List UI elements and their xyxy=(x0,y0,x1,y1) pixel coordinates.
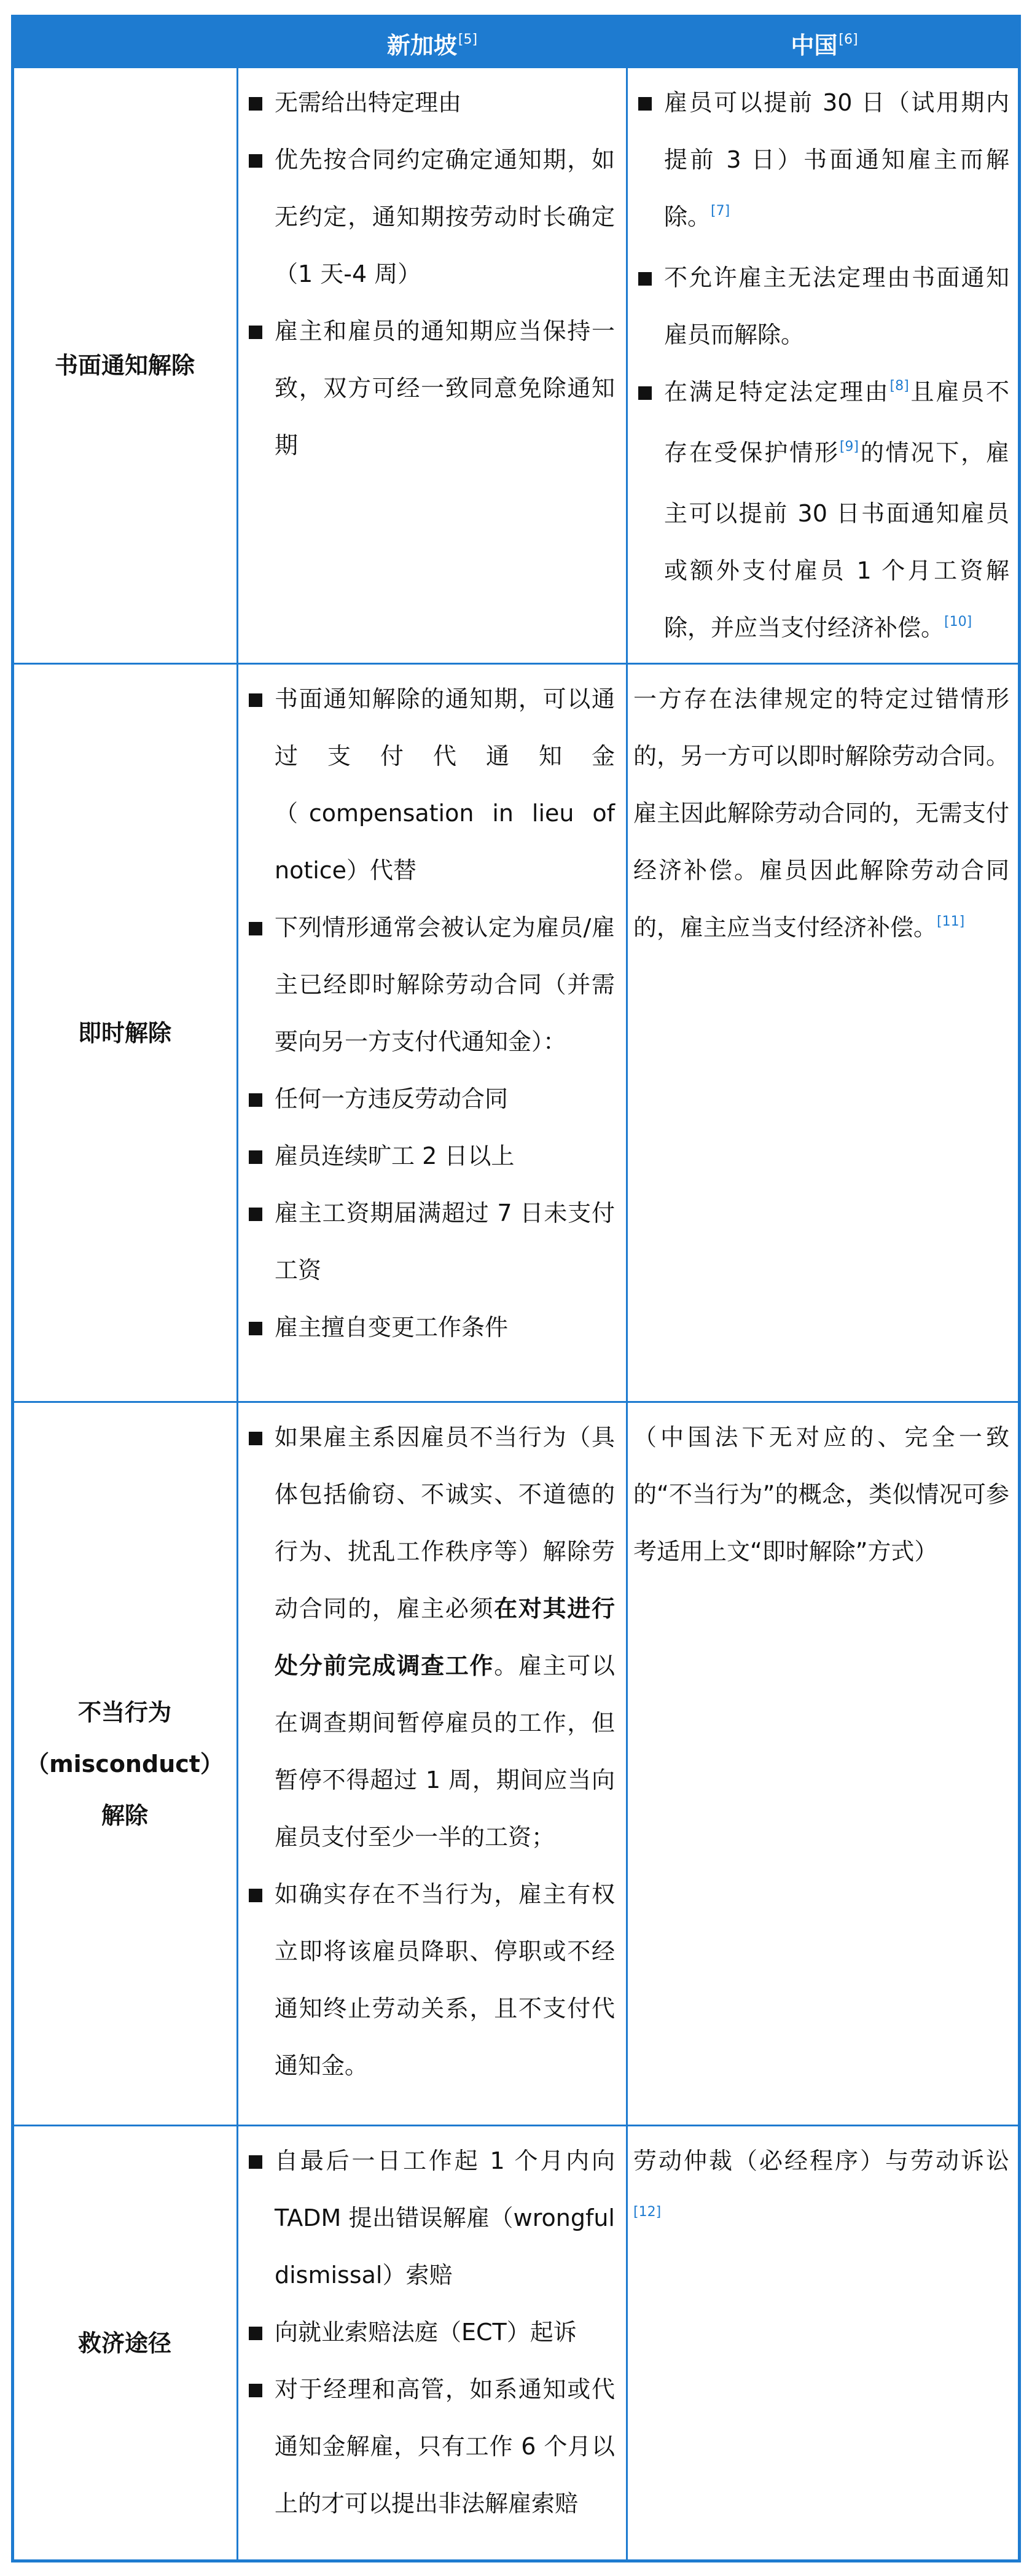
header-china-label: 中国 xyxy=(791,31,838,59)
header-singapore-ref[interactable]: [5] xyxy=(458,31,478,47)
row-label-written-notice: 书面通知解除 xyxy=(54,352,195,379)
text: 在满足特定法定理由 xyxy=(664,378,890,405)
row-label-immediate: 即时解除 xyxy=(77,1019,171,1047)
list-item: 如确实存在不当行为，雇主有权立即将该雇员降职、停职或不经通知终止劳动关系，且不支付代通知金。 xyxy=(244,1866,615,2094)
footnote-ref[interactable]: [10] xyxy=(944,614,972,630)
header-singapore-label: 新加坡 xyxy=(386,31,457,59)
list-item xyxy=(633,364,1009,660)
list-item: 向就业索赔法庭（ECT）起诉 xyxy=(244,2304,615,2361)
footnote-ref[interactable]: [11] xyxy=(937,914,965,929)
row1-singapore-cell xyxy=(244,74,615,474)
list-item: 雇主工资期届满超过 7 日未支付工资 xyxy=(244,1185,615,1299)
footnote-ref[interactable]: [8] xyxy=(889,378,909,394)
row-label-remedies: 救济途径 xyxy=(77,2329,171,2357)
footnote-ref[interactable]: [9] xyxy=(839,439,859,455)
text: 劳动仲裁（必经程序）与劳动诉讼 xyxy=(633,2147,1009,2174)
text: 且雇员不存在受保护情形 xyxy=(664,378,1009,466)
column-divider xyxy=(626,18,628,2559)
text: 。雇主可以在调查期间暂停雇员的工作，但暂停不得超过 1 周，期间应当向雇员支付至少一半的工资； xyxy=(275,1652,615,1851)
row2-china-cell xyxy=(633,671,1009,960)
text: 的情况下，雇主可以提前 30 日书面通知雇员或额外支付雇员 1 个月工资解除，并应当支付经济补偿。 xyxy=(664,439,1009,641)
row4-singapore-cell xyxy=(244,2133,615,2532)
list-item xyxy=(633,74,1009,249)
list-item: 自最后一日工作起 1 个月内向 TADM 提出错误解雇（wrongful dismissal）索赔 xyxy=(244,2133,615,2304)
list-item: 雇主和雇员的通知期应当保持一致，双方可经一致同意免除通知期 xyxy=(244,303,615,474)
list-item: 不允许雇主无法定理由书面通知雇员而解除。 xyxy=(633,249,1009,364)
column-divider xyxy=(237,18,238,2559)
list-item: 无需给出特定理由 xyxy=(244,74,615,131)
header-china-ref[interactable]: [6] xyxy=(838,31,858,47)
footnote-ref[interactable]: [7] xyxy=(711,203,730,219)
emphasis-text: 在对其进行处分前完成调查工作 xyxy=(275,1595,615,1679)
list-item: 雇主擅自变更工作条件 xyxy=(244,1299,615,1356)
text: 一方存在法律规定的特定过错情形的，另一方可以即时解除劳动合同。雇主因此解除劳动合同的，无需支付经济补偿。雇员因此解除劳动合同的，雇主应当支付经济补偿。 xyxy=(633,685,1009,941)
row-label-line: 解除 xyxy=(101,1801,148,1829)
footnote-ref[interactable]: [12] xyxy=(633,2204,662,2220)
list-item xyxy=(244,1409,615,1866)
list-item: 任何一方违反劳动合同 xyxy=(244,1071,615,1128)
row1-china-cell xyxy=(633,74,1009,660)
header-singapore xyxy=(238,18,626,68)
row-label-line: （misconduct） xyxy=(26,1750,224,1778)
list-item: 下列情形通常会被认定为雇员/雇主已经即时解除劳动合同（并需要向另一方支付代通知金）： xyxy=(244,899,615,1071)
row-label-misconduct xyxy=(14,1403,235,2125)
list-item: 雇员连续旷工 2 日以上 xyxy=(244,1128,615,1185)
list-item: 优先按合同约定确定通知期，如无约定，通知期按劳动时长确定（1 天-4 周） xyxy=(244,131,615,303)
comparison-table xyxy=(11,15,1021,2562)
row4-china-cell xyxy=(633,2133,1009,2250)
row3-china-cell: （中国法下无对应的、完全一致的“不当行为”的概念，类似情况可参考适用上文“即时解除”方式） xyxy=(633,1424,1009,1565)
list-item: 书面通知解除的通知期，可以通过支付代通知金（compensation in lieu of notice）代替 xyxy=(244,671,615,899)
header-blank xyxy=(14,18,237,68)
row2-singapore-cell xyxy=(244,671,615,1356)
text: 如果雇主系因雇员不当行为（具体包括偷窃、不诚实、不道德的行为、扰乱工作秩序等）解除劳动合同的，雇主必须 xyxy=(275,1424,615,1622)
text: 雇员可以提前 30 日（试用期内提前 3 日）书面通知雇主而解除。 xyxy=(664,89,1009,230)
header-china xyxy=(628,18,1021,68)
row-label-line: 不当行为 xyxy=(77,1698,171,1726)
row3-singapore-cell xyxy=(244,1409,615,2094)
list-item: 对于经理和高管，如系通知或代通知金解雇，只有工作 6 个月以上的才可以提出非法解雇索赔 xyxy=(244,2361,615,2532)
